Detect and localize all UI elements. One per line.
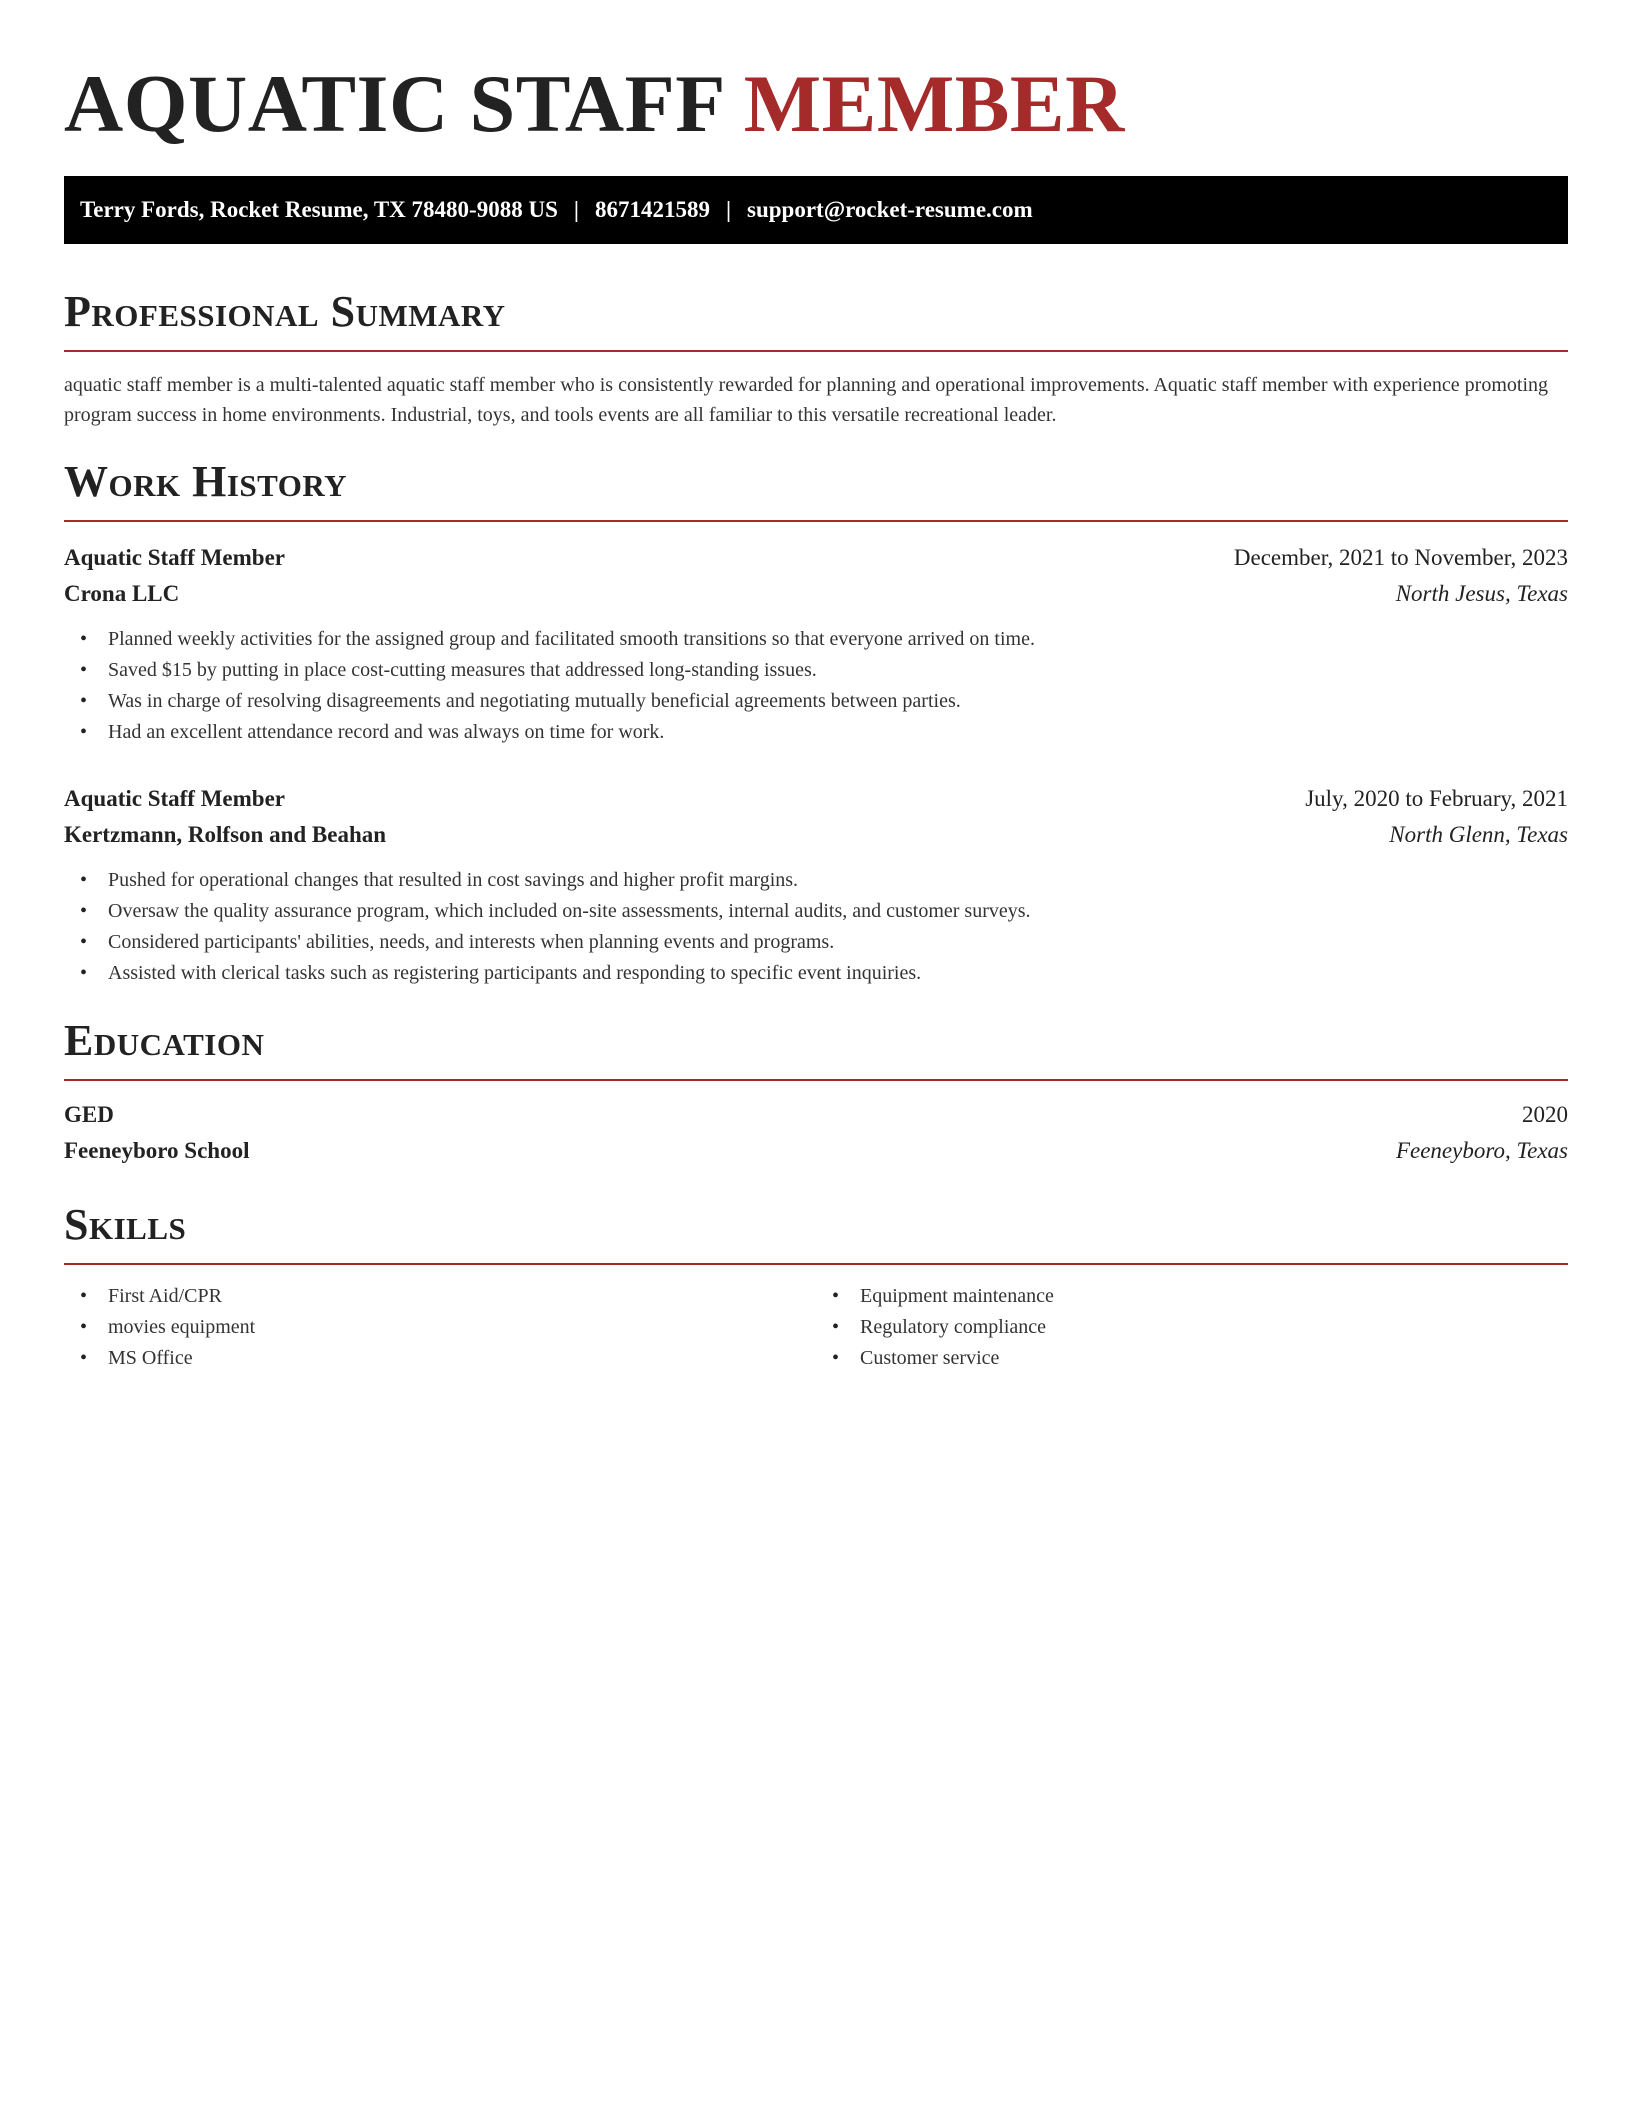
contact-bar bbox=[64, 176, 1568, 244]
contact-email: support@rocket-resume.com bbox=[747, 197, 1033, 222]
title-part-accent: MEMBER bbox=[743, 58, 1125, 149]
job-bullet: • Was in charge of resolving disagreements and negotiating mutually beneficial agreements between parties. bbox=[80, 686, 1568, 717]
section-divider bbox=[64, 350, 1568, 352]
education-heading: Education bbox=[64, 1016, 265, 1065]
education-subheader bbox=[64, 1133, 1568, 1169]
summary-text: aquatic staff member is a multi-talented aquatic staff member who is consistently rewarded for planning and operational improvements. Aquatic staff member with experience promoting program success in home environments. Industrial, toys, and tools events are all familiar to this versatile recreational leader. bbox=[64, 374, 1548, 426]
job-bullet: • Planned weekly activities for the assigned group and facilitated smooth transitions so that everyone arrived on time. bbox=[80, 624, 1568, 655]
skills-column-right bbox=[816, 1281, 1568, 1374]
skills-grid bbox=[64, 1281, 1568, 1374]
work-history-heading: Work History bbox=[64, 457, 348, 506]
education-location: Feeneyboro, Texas bbox=[1395, 1138, 1568, 1163]
job-title: Aquatic Staff Member bbox=[64, 545, 286, 570]
skills-column-left bbox=[64, 1281, 816, 1374]
section-divider bbox=[64, 1263, 1568, 1265]
skill-item: • Customer service bbox=[832, 1343, 1568, 1374]
skills-heading: Skills bbox=[64, 1200, 187, 1249]
job-location: North Glenn, Texas bbox=[1389, 822, 1568, 847]
job-bullets bbox=[64, 865, 1568, 989]
job-title: Aquatic Staff Member bbox=[64, 786, 286, 811]
education-section bbox=[64, 1015, 1568, 1169]
job-location: North Jesus, Texas bbox=[1395, 581, 1568, 606]
skill-item: • Regulatory compliance bbox=[832, 1312, 1568, 1343]
job-bullet: • Saved $15 by putting in place cost-cutting measures that addressed long-standing issues. bbox=[80, 655, 1568, 686]
job-dates: July, 2020 to February, 2021 bbox=[1305, 786, 1568, 811]
contact-phone: 8671421589 bbox=[594, 197, 710, 222]
job-header bbox=[64, 540, 1568, 576]
job-bullets bbox=[64, 624, 1568, 748]
education-degree: GED bbox=[64, 1102, 114, 1127]
job-bullet: • Oversaw the quality assurance program, which included on-site assessments, internal audits, and customer surveys. bbox=[80, 896, 1568, 927]
title-part-dark: AQUATIC STAFF bbox=[64, 58, 723, 149]
education-header bbox=[64, 1097, 1568, 1133]
job-subheader bbox=[64, 817, 1568, 853]
job-company: Crona LLC bbox=[64, 581, 180, 606]
education-year: 2020 bbox=[1522, 1102, 1568, 1127]
job-company: Kertzmann, Rolfson and Beahan bbox=[64, 822, 387, 847]
skill-item: • MS Office bbox=[80, 1343, 816, 1374]
job-bullet: • Had an excellent attendance record and was always on time for work. bbox=[80, 717, 1568, 748]
job-entry bbox=[64, 540, 1568, 748]
work-history-section bbox=[64, 456, 1568, 989]
contact-address: Terry Fords, Rocket Resume, TX 78480-9088 US bbox=[80, 197, 558, 222]
skills-section bbox=[64, 1199, 1568, 1374]
skill-item: • movies equipment bbox=[80, 1312, 816, 1343]
resume-title bbox=[64, 54, 1568, 154]
job-subheader bbox=[64, 576, 1568, 612]
job-bullet: • Considered participants' abilities, needs, and interests when planning events and programs. bbox=[80, 927, 1568, 958]
education-school: Feeneyboro School bbox=[64, 1138, 250, 1163]
skill-item: • First Aid/CPR bbox=[80, 1281, 816, 1312]
section-divider bbox=[64, 520, 1568, 522]
contact-separator: | bbox=[573, 197, 579, 222]
summary-heading: Professional Summary bbox=[64, 287, 506, 336]
job-bullet: • Pushed for operational changes that resulted in cost savings and higher profit margins. bbox=[80, 865, 1568, 896]
job-bullet: • Assisted with clerical tasks such as registering participants and responding to specific event inquiries. bbox=[80, 958, 1568, 989]
education-entry bbox=[64, 1097, 1568, 1169]
job-dates: December, 2021 to November, 2023 bbox=[1233, 545, 1568, 570]
skill-item: • Equipment maintenance bbox=[832, 1281, 1568, 1312]
job-entry bbox=[64, 781, 1568, 989]
contact-separator: | bbox=[725, 197, 732, 222]
job-header bbox=[64, 781, 1568, 817]
section-divider bbox=[64, 1079, 1568, 1081]
summary-section bbox=[64, 286, 1568, 430]
